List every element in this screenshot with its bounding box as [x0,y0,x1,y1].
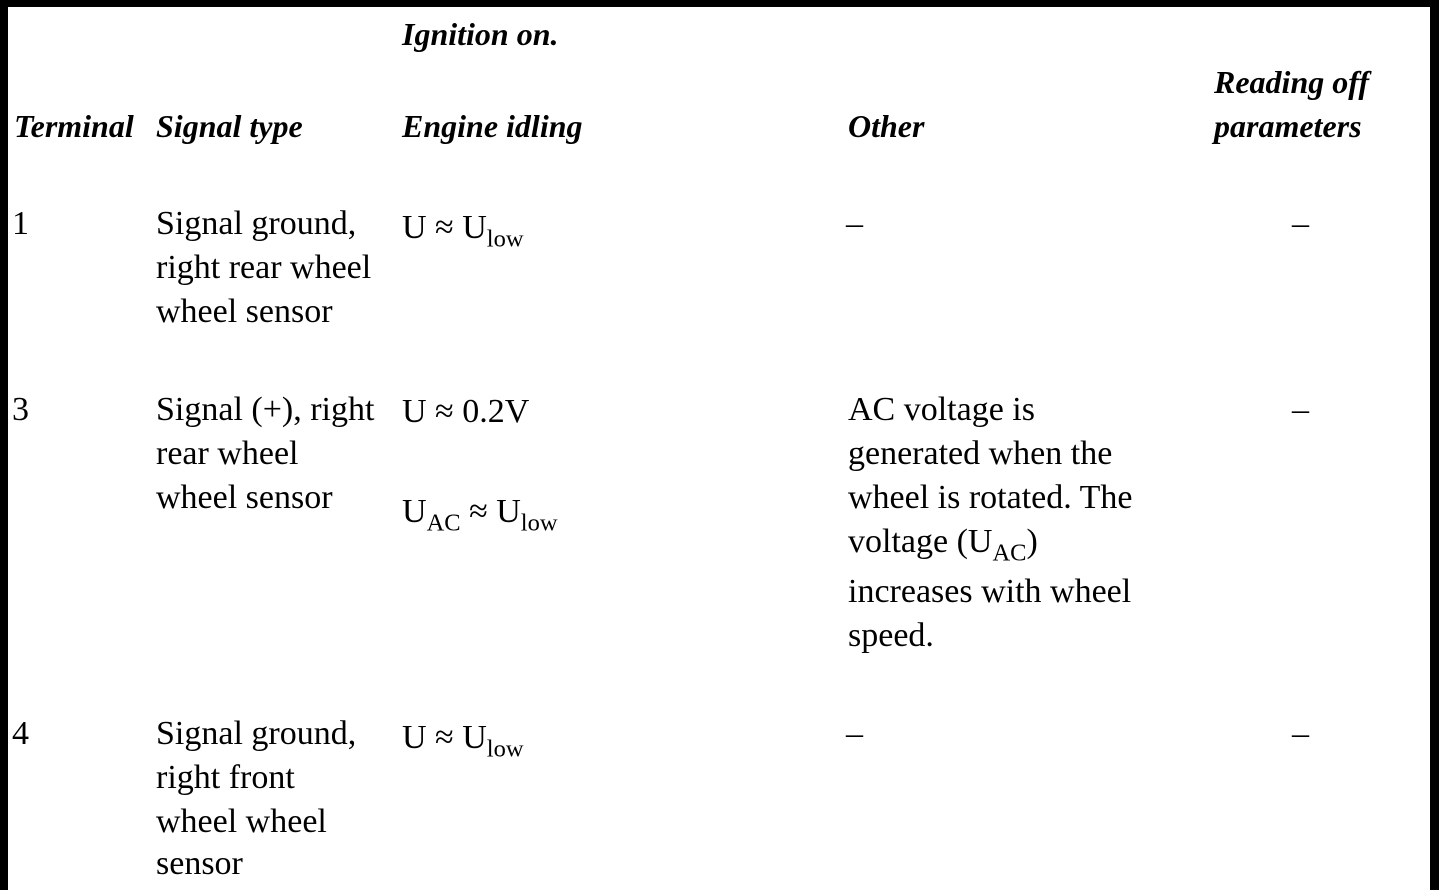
row1-idle-sub: low [486,225,524,253]
header-ignition-on: Ignition on. [402,16,559,52]
row2-other-line5: increases with wheel [848,573,1132,610]
row2-reading: – [1292,391,1309,428]
row2-idle-line2 [402,490,558,537]
header-terminal: Terminal [14,108,134,144]
header-signal-type: Signal type [156,108,303,144]
row2-terminal: 3 [12,391,29,428]
row2-other-line6: speed. [848,617,934,654]
row2-signal-line2: rear wheel [156,435,299,472]
row1-idle-value [402,206,524,253]
header-parameters: parameters [1214,108,1362,144]
row1-signal-line3: wheel sensor [156,293,333,330]
row3-idle-value [402,716,524,763]
row2-other-line4 [848,520,1038,567]
row3-idle-sub: low [486,735,524,763]
row1-other: – [846,205,863,242]
row2-other4-sub: AC [992,539,1027,567]
row3-signal-line1: Signal ground, [156,715,357,752]
row2-idle2-a: U [402,493,427,530]
row1-reading: – [1292,205,1309,242]
table-border-left [0,4,8,890]
row1-terminal: 1 [12,205,29,242]
row2-other-line2: generated when the [848,435,1113,472]
header-other: Other [848,108,925,144]
header-reading-off: Reading off [1214,64,1369,100]
row2-signal-line3: wheel sensor [156,479,333,516]
row2-idle2-b: ≈ U [460,493,521,530]
row1-idle-main: U ≈ U [402,209,487,246]
row3-signal-line3: wheel wheel [156,803,327,840]
row3-terminal: 4 [12,715,29,752]
row2-other4-a: voltage (U [848,523,993,560]
row3-idle-main: U ≈ U [402,719,487,756]
row2-idle2-a-sub: AC [426,509,461,537]
row2-other-line1: AC voltage is [848,391,1035,428]
table-border-right [1430,4,1439,890]
header-engine-idling: Engine idling [402,108,583,144]
row3-other: – [846,715,863,752]
row2-other-line3: wheel is rotated. The [848,479,1133,516]
table-border-top [0,0,1439,7]
row2-idle2-b-sub: low [520,509,558,537]
row1-signal-line1: Signal ground, [156,205,357,242]
row3-reading: – [1292,715,1309,752]
row2-other4-b: ) [1026,523,1038,560]
row2-signal-line1: Signal (+), right [156,391,375,428]
row1-signal-line2: right rear wheel [156,249,372,286]
row3-signal-line4: sensor [156,845,243,882]
row3-signal-line2: right front [156,759,295,796]
row2-idle-line1: U ≈ 0.2V [402,393,530,430]
